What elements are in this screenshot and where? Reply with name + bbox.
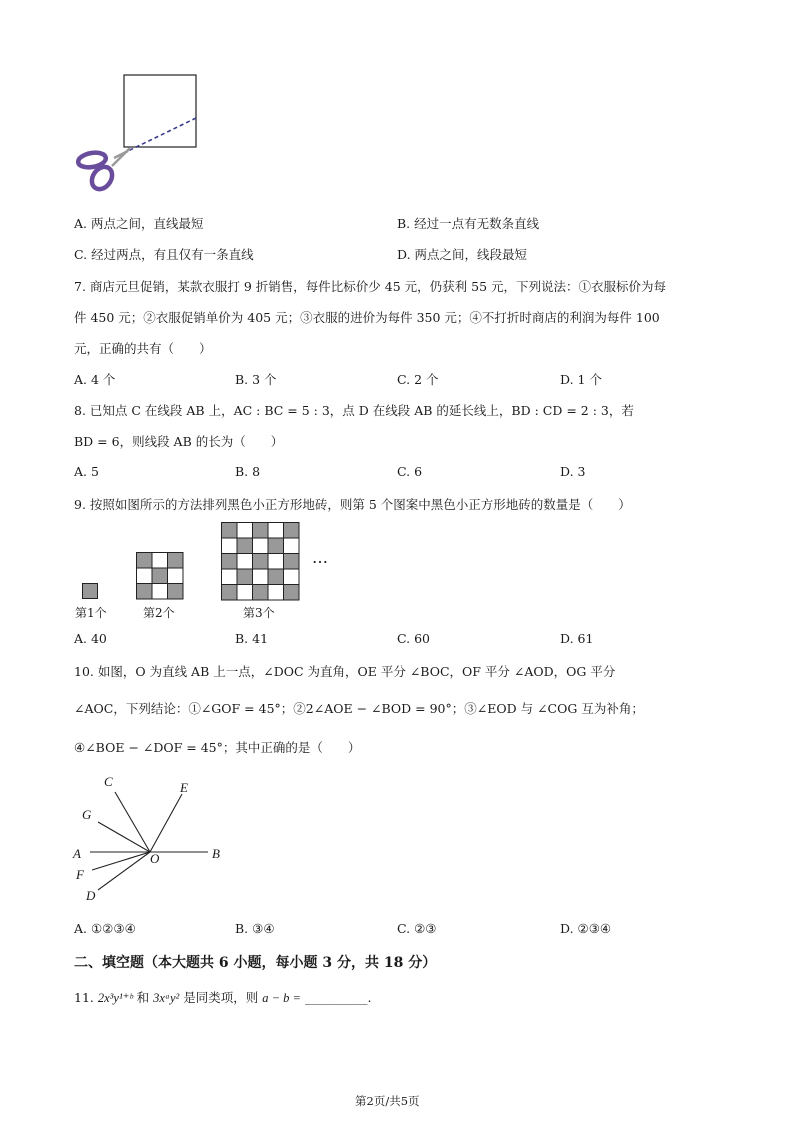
- black-tile: [137, 584, 153, 600]
- white-tile: [222, 569, 238, 585]
- q9-figure-label-3: 第3个: [243, 606, 275, 620]
- black-tile: [253, 585, 269, 601]
- q8-option-b[interactable]: B. 8: [235, 464, 261, 479]
- white-tile: [137, 568, 153, 584]
- black-tile: [268, 538, 284, 554]
- q7-text-line3: 元，正确的共有（ ）: [74, 341, 212, 356]
- q8-text-line1: 8. 已知点 C 在线段 AB 上，AC : BC = 5 : 3，点 D 在线段 AB 的延长线上，BD : CD = 2 : 3，若: [74, 403, 634, 418]
- q6-option-b[interactable]: B. 经过一点有无数条直线: [397, 216, 540, 231]
- black-tile: [222, 585, 238, 601]
- q11-expr: a − b =: [262, 991, 301, 1005]
- q9-pattern-3: [221, 522, 311, 602]
- black-tile: [237, 538, 253, 554]
- black-tile: [253, 523, 269, 539]
- q11-connector1: 和: [136, 990, 150, 1005]
- label-g: G: [82, 807, 92, 822]
- ray-od: [98, 852, 150, 890]
- q9-ellipsis: …: [312, 548, 328, 567]
- ray-og: [98, 822, 150, 852]
- q7-option-a[interactable]: A. 4 个: [74, 372, 116, 387]
- q9-option-d[interactable]: D. 61: [560, 631, 594, 646]
- q8-option-c[interactable]: C. 6: [397, 464, 423, 479]
- q11-end: .: [367, 990, 372, 1005]
- q8-option-a[interactable]: A. 5: [74, 464, 99, 479]
- white-tile: [152, 584, 168, 600]
- label-d: D: [86, 888, 96, 903]
- q9-figure-label-1: 第1个: [75, 606, 107, 620]
- q10-angle-figure: [70, 770, 240, 910]
- white-tile: [237, 585, 253, 601]
- black-tile: [284, 523, 300, 539]
- page-footer: 第2页/共5页: [355, 1094, 420, 1108]
- ray-of: [92, 852, 150, 870]
- white-tile: [284, 569, 300, 585]
- q6-option-a[interactable]: A. 两点之间，直线最短: [74, 216, 204, 231]
- q9-option-c[interactable]: C. 60: [397, 631, 430, 646]
- black-tile: [237, 569, 253, 585]
- q6-figure: [70, 70, 210, 200]
- q11-term2: 3xᵃy²: [153, 991, 180, 1005]
- black-tile: [253, 554, 269, 570]
- white-tile: [237, 523, 253, 539]
- q10-text-line1: 10. 如图，O 为直线 AB 上一点，∠DOC 为直角，OE 平分 ∠BOC，OF 平分 ∠AOD，OG 平分: [74, 664, 616, 679]
- white-tile: [237, 554, 253, 570]
- q9-option-b[interactable]: B. 41: [235, 631, 269, 646]
- q10-option-d[interactable]: D. ②③④: [560, 921, 612, 936]
- white-tile: [268, 554, 284, 570]
- white-tile: [168, 568, 184, 584]
- q7-option-c[interactable]: C. 2 个: [397, 372, 439, 387]
- label-c: C: [104, 774, 113, 789]
- q7-option-b[interactable]: B. 3 个: [235, 372, 277, 387]
- q6-option-c[interactable]: C. 经过两点，有且仅有一条直线: [74, 247, 254, 262]
- black-tile: [168, 553, 184, 569]
- label-f: F: [76, 867, 84, 882]
- q9-option-a[interactable]: A. 40: [74, 631, 107, 646]
- scissors-icon: [77, 148, 130, 193]
- white-tile: [152, 553, 168, 569]
- q7-text-line2: 件 450 元；②衣服促销单价为 405 元；③衣服的进价为每件 350 元；④不打折时商店的利润为每件 100: [74, 310, 660, 325]
- q11-connector2: 是同类项，则: [183, 990, 259, 1005]
- label-o: O: [150, 851, 160, 866]
- q7-option-d[interactable]: D. 1 个: [560, 372, 602, 387]
- label-a: A: [73, 846, 81, 861]
- q9-text-line1: 9. 按照如图所示的方法排列黑色小正方形地砖，则第 5 个图案中黑色小正方形地砖的数量是（ ）: [74, 497, 631, 512]
- q11-answer-blank[interactable]: __________: [304, 990, 368, 1005]
- q10-option-c[interactable]: C. ②③: [397, 921, 437, 936]
- section-2-heading: 二、填空题（本大题共 6 小题，每小题 3 分，共 18 分）: [74, 955, 437, 971]
- black-tile: [222, 523, 238, 539]
- q11-number: 11.: [74, 990, 94, 1005]
- q10-option-b[interactable]: B. ③④: [235, 921, 275, 936]
- white-tile: [268, 523, 284, 539]
- label-e: E: [180, 780, 188, 795]
- black-tile: [152, 568, 168, 584]
- q9-pattern-1: [82, 583, 98, 599]
- paper-square: [124, 75, 196, 147]
- white-tile: [253, 569, 269, 585]
- white-tile: [222, 538, 238, 554]
- black-tile: [222, 554, 238, 570]
- black-tile: [137, 553, 153, 569]
- white-tile: [284, 538, 300, 554]
- q9-figure-label-2: 第2个: [143, 606, 175, 620]
- ray-oe: [150, 794, 182, 852]
- label-b: B: [212, 846, 220, 861]
- q7-text-line1: 7. 商店元旦促销，某款衣服打 9 折销售，每件比标价少 45 元，仍获利 55 元，下列说法：①衣服标价为每: [74, 279, 667, 294]
- q11-term1: 2x³y¹⁺ᵇ: [97, 991, 133, 1005]
- black-tile: [168, 584, 184, 600]
- q10-text-line3: ④∠BOE − ∠DOF = 45°；其中正确的是（ ）: [74, 740, 361, 755]
- q8-option-d[interactable]: D. 3: [560, 464, 586, 479]
- q10-option-a[interactable]: A. ①②③④: [74, 921, 136, 936]
- q9-pattern-2: [136, 552, 184, 600]
- white-tile: [268, 585, 284, 601]
- q11-line: [74, 988, 371, 1006]
- white-tile: [253, 538, 269, 554]
- q6-option-d[interactable]: D. 两点之间，线段最短: [397, 247, 528, 262]
- q8-text-line2: BD = 6，则线段 AB 的长为（ ）: [74, 434, 284, 449]
- black-tile: [268, 569, 284, 585]
- q10-text-line2: ∠AOC，下列结论：①∠GOF = 45°；②2∠AOE − ∠BOD = 90°；③∠EOD 与 ∠COG 互为补角；: [74, 701, 644, 716]
- black-tile: [284, 585, 300, 601]
- black-tile: [284, 554, 300, 570]
- ray-oc: [115, 792, 150, 852]
